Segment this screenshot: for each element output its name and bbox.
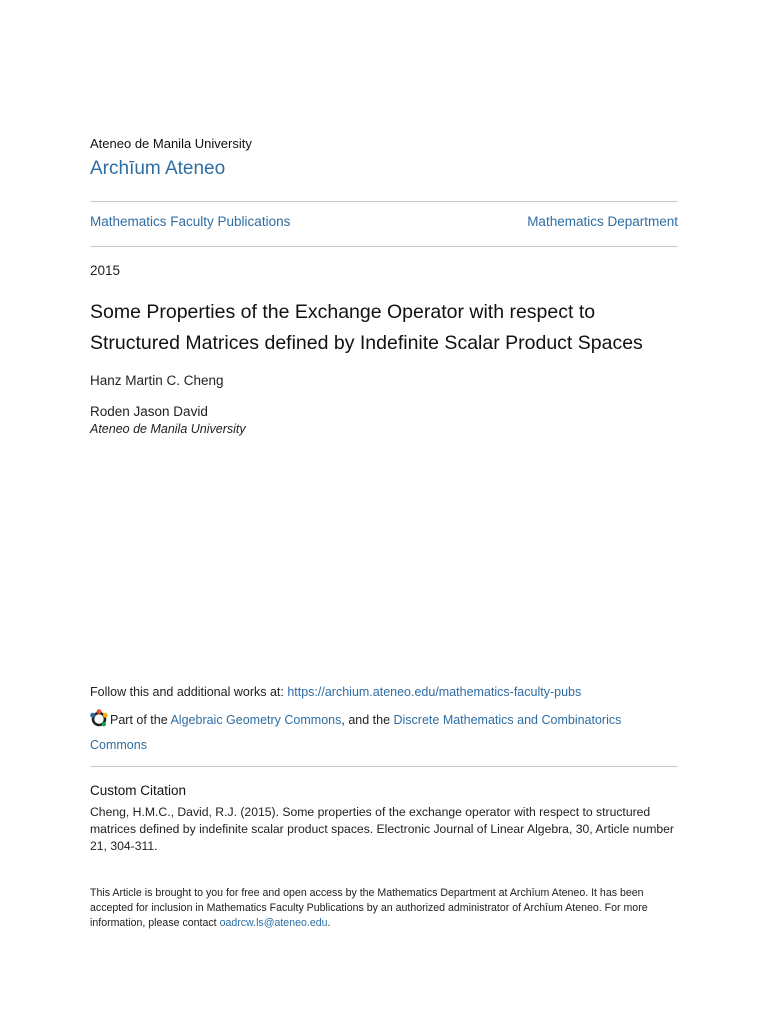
citation-text: Cheng, H.M.C., David, R.J. (2015). Some properties of the exchange operator with respect to structured matrices defined by indefinite scalar product spaces. Electronic Journal of Linear Algebra, 30, Article number 21, 304-311. xyxy=(90,805,674,853)
algebraic-geometry-commons-link[interactable]: Algebraic Geometry Commons xyxy=(170,713,342,727)
contact-email-link[interactable]: oadrcw.ls@ateneo.edu xyxy=(219,917,328,929)
author-affiliation: Ateneo de Manila University xyxy=(90,422,246,436)
repository-name[interactable]: Archīum Ateneo xyxy=(90,158,226,179)
commons-network-icon xyxy=(90,709,108,734)
author-name: Hanz Martin C. Cheng xyxy=(90,373,224,388)
series-link[interactable]: Mathematics Faculty Publications xyxy=(90,214,291,229)
department-link[interactable]: Mathematics Department xyxy=(527,214,678,229)
access-notice-suffix: . xyxy=(327,917,331,929)
publication-year: 2015 xyxy=(90,263,121,278)
follow-prefix: Follow this and additional works at: xyxy=(90,685,288,699)
follow-url-link[interactable]: https://archium.ateneo.edu/mathematics-faculty-pubs xyxy=(287,685,582,699)
institution-name: Ateneo de Manila University xyxy=(90,136,252,151)
access-notice-text: This Article is brought to you for free and open access by the Mathematics Department at Archīum Ateneo. It has been accepted for inclusion in Mathematics Faculty Publications by an authorized administrator of Archīum Ateneo. For more information, please contact xyxy=(90,887,648,929)
divider-top xyxy=(90,201,678,202)
divider-citation xyxy=(90,766,678,767)
and-the-text: , and the xyxy=(341,713,394,727)
follow-line xyxy=(90,685,581,699)
author-name: Roden Jason David xyxy=(90,404,208,419)
discrete-math-commons-link[interactable]: Discrete Mathematics and Combinatorics Commons xyxy=(90,713,622,752)
part-of-prefix: Part of the xyxy=(110,713,171,727)
access-notice xyxy=(90,886,678,931)
part-of-line xyxy=(90,709,678,756)
citation-heading: Custom Citation xyxy=(90,783,187,798)
article-title: Some Properties of the Exchange Operator with respect to Structured Matrices defined by Indefinite Scalar Product Spaces xyxy=(90,301,643,354)
divider-nav xyxy=(90,246,678,247)
cover-page xyxy=(90,0,678,1024)
